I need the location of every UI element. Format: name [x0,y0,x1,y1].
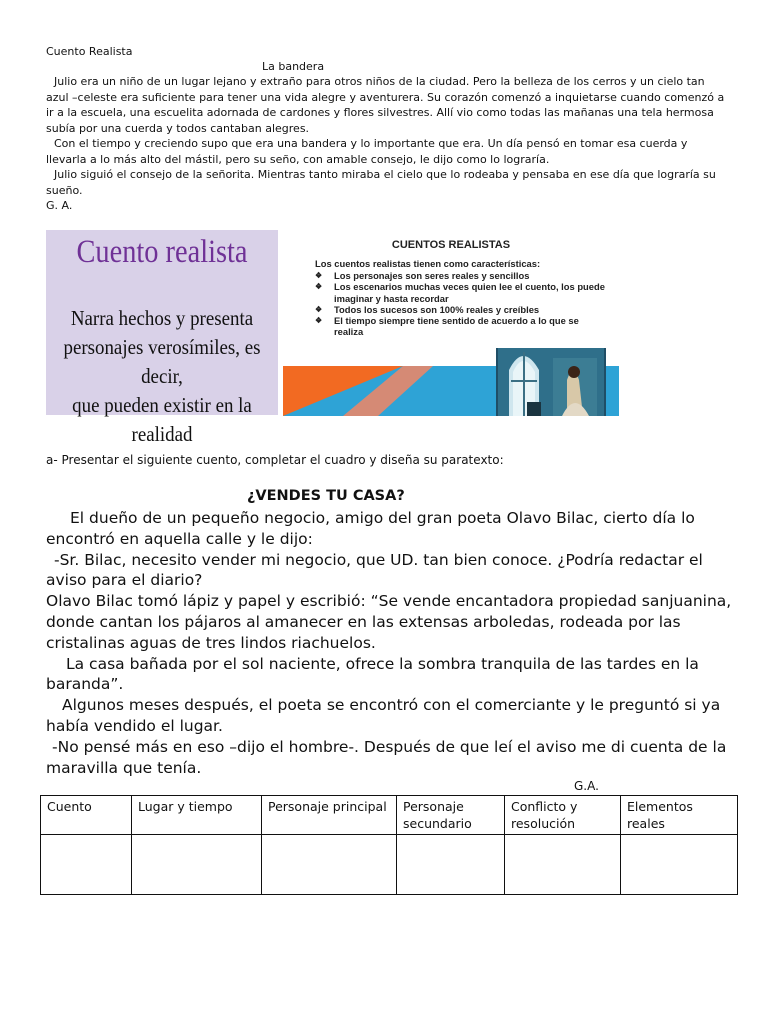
header-conflicto-y-resolucion: Conflicto y resolución [505,796,621,835]
story2-paragraph-3: Olavo Bilac tomó lápiz y papel y escribió: “Se vende encantadora propiedad sanjuanina, donde cantan los pájaros al amanecer en las extensas arboledas, rodeada por las cristalinas aguas de tres lindos riachuelos. [46,592,732,652]
cuento-realista-definition-image [46,230,278,446]
story2-signature: G.A. [574,779,599,793]
cell-cuento[interactable] [41,835,132,895]
list-item: ❖ Los personajes son seres reales y sencillos [315,270,605,281]
document-header-label: Cuento Realista [46,45,133,58]
list-item: ❖ El tiempo siempre tiene sentido de acuerdo a lo que se realiza [315,315,605,338]
story1-paragraph-3: Julio siguió el consejo de la señorita. Mientras tanto miraba el cielo que lo rodeaba y pensaba en ese día que lograría su sueño. [46,168,716,197]
header-lugar-y-tiempo: Lugar y tiempo [132,796,262,835]
cell-conflicto-y-resolucion[interactable] [505,835,621,895]
story-title-vendes-tu-casa: ¿VENDES TU CASA? [247,488,405,504]
definition-line-1: Narra hechos y presenta [70,306,254,330]
characteristics-list [315,270,605,338]
list-item: ❖ Los escenarios muchas veces quien lee el cuento, los puede imaginar y hasta recordar [315,281,605,304]
story2-paragraph-4: La casa bañada por el sol naciente, ofrece la sombra tranquila de las tardes en la baranda”. [46,654,699,694]
story1-paragraph-1: Julio era un niño de un lugar lejano y extraño para otros niños de la ciudad. Pero la belleza de los cerros y un cielo tan azul –celeste era suficiente para tener una vida alegre y aventurera. Su corazón comenzó a inquietarse cuando comenzó a ir a la escuela, una escuelita adornada de cardones y flores silvestres. Allí vio como todas las mañanas una tela hermosa subía por una cuerda y todos cantaban alegres. [46,75,725,135]
header-personaje-secundario: Personaje secundario [397,796,505,835]
header-cuento: Cuento [41,796,132,835]
story1-signature: G. A. [46,199,73,212]
table-row [41,835,738,895]
characteristics-title: CUENTOS REALISTAS [391,239,511,251]
definition-title: Cuento realista [76,234,248,270]
cuentos-realistas-characteristics-image [283,230,619,416]
story1-paragraph-2: Con el tiempo y creciendo supo que era una bandera y lo importante que era. Un día pensó en tomar esa cuerda y llevarla a lo más alto del mástil, pero su seño, con amable consejo, le dijo como lo lograría. [46,137,688,166]
story-title-la-bandera: La bandera [262,60,325,73]
table-header-row [41,796,738,835]
list-item: ❖ Todos los sucesos son 100% reales y creíbles [315,304,605,315]
story-analysis-table [40,795,738,895]
story2-paragraph-6: -No pensé más en eso –dijo el hombre-. Después de que leí el aviso me di cuenta de la maravilla que tenía. [46,737,727,777]
story2-paragraph-1: El dueño de un pequeño negocio, amigo del gran poeta Olavo Bilac, cierto día lo encontró en aquella calle y le dijo: [46,509,695,548]
definition-line-3: que pueden existir en la realidad [72,393,252,446]
woman-at-window-illustration [496,348,606,416]
cell-personaje-principal[interactable] [262,835,397,895]
cell-lugar-y-tiempo[interactable] [132,835,262,895]
header-personaje-principal: Personaje principal [262,796,397,835]
characteristics-intro: Los cuentos realistas tienen como características: [315,258,541,269]
header-elementos-reales: Elementos reales [621,796,738,835]
definition-line-2: personajes verosímiles, es decir, [63,335,261,388]
activity-instruction: a- Presentar el siguiente cuento, completar el cuadro y diseña su paratexto: [46,453,504,467]
story-la-bandera [46,74,726,214]
cell-elementos-reales[interactable] [621,835,738,895]
story-vendes-tu-casa [46,508,736,778]
story2-paragraph-2: -Sr. Bilac, necesito vender mi negocio, que UD. tan bien conoce. ¿Podría redactar el aviso para el diario? [46,550,703,590]
cell-personaje-secundario[interactable] [397,835,505,895]
definition-body [53,304,271,449]
story2-paragraph-5: Algunos meses después, el poeta se encontró con el comerciante y le preguntó si ya había vendido el lugar. [46,696,721,735]
